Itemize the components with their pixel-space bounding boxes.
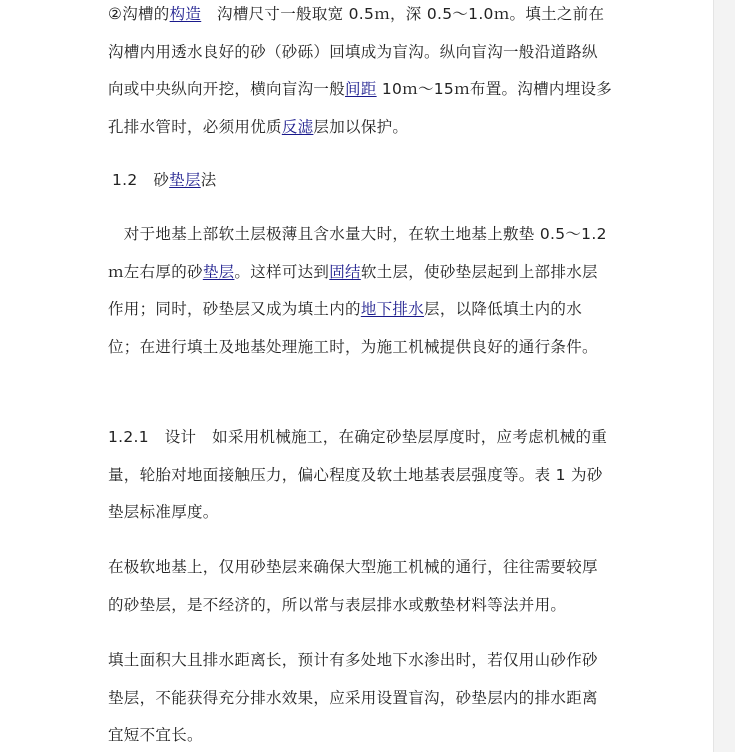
paragraph-design: 1.2.1 设计 如采用机械施工，在确定砂垫层厚度时，应考虑机械的重量，轮胎对地面接触压力，偏心程度及软土地基表层强度等。表 1 为砂垫层标准厚度。 bbox=[108, 428, 608, 521]
page-side-gutter bbox=[713, 0, 735, 752]
paragraph-text: 对于地基上部软土层极薄且含水量大时，在软土地基上敷垫 0.5～1.2ｍ左右厚的砂 bbox=[108, 225, 607, 281]
paragraph-text: 10ｍ～15ｍ布置。沟槽内埋设多孔排水管时，必须用优质 bbox=[108, 80, 613, 136]
link-underground-drainage[interactable]: 地下排水 bbox=[360, 300, 425, 318]
paragraph-text: 软土层，使砂垫层起到上部排水层作用；同时，砂垫层又成为填土内的 bbox=[108, 262, 598, 318]
link-consolidation[interactable]: 固结 bbox=[329, 262, 361, 281]
paragraph-text: 。这样可达到 bbox=[234, 262, 330, 281]
heading-text: 1.2 砂 bbox=[112, 171, 170, 189]
link-construction[interactable]: 构造 bbox=[169, 5, 202, 23]
heading-text: 法 bbox=[200, 171, 217, 189]
paragraph-large-fill: 填土面积大且排水距离长，预计有多处地下水渗出时，若仅用山砂作砂垫层，不能获得充分排水效果，应采用设置盲沟，砂垫层内的排水距离宜短不宜长。 bbox=[108, 651, 598, 744]
section-heading-1-2 bbox=[112, 162, 217, 200]
link-filter[interactable]: 反滤 bbox=[281, 117, 314, 136]
link-cushion[interactable]: 垫层 bbox=[202, 262, 235, 281]
paragraph-soft-ground: 在极软地基上，仅用砂垫层来确保大型施工机械的通行，往往需要较厚的砂垫层，是不经济的，所以常与表层排水或敷垫材料等法并用。 bbox=[108, 558, 598, 614]
paragraph-text: ②沟槽的 bbox=[108, 5, 170, 23]
paragraph-text: 层，以降低填土内的水位；在进行填土及地基处理施工时，为施工机械提供良好的通行条件。 bbox=[108, 300, 598, 356]
paragraph-intro bbox=[108, 216, 613, 366]
paragraph-ditch bbox=[108, 0, 613, 146]
paragraph-text: 沟槽尺寸一般取宽 0.5ｍ，深 0.5～1.0ｍ。填土之前在沟槽内用透水良好的砂（砂砾）回填成为盲沟。纵向盲沟一般沿道路纵向或中央纵向开挖，横向盲沟一般 bbox=[108, 5, 605, 98]
link-spacing[interactable]: 间距 bbox=[345, 80, 377, 98]
link-cushion-heading[interactable]: 垫层 bbox=[169, 171, 201, 189]
paragraph-text: 层加以保护。 bbox=[313, 117, 409, 136]
